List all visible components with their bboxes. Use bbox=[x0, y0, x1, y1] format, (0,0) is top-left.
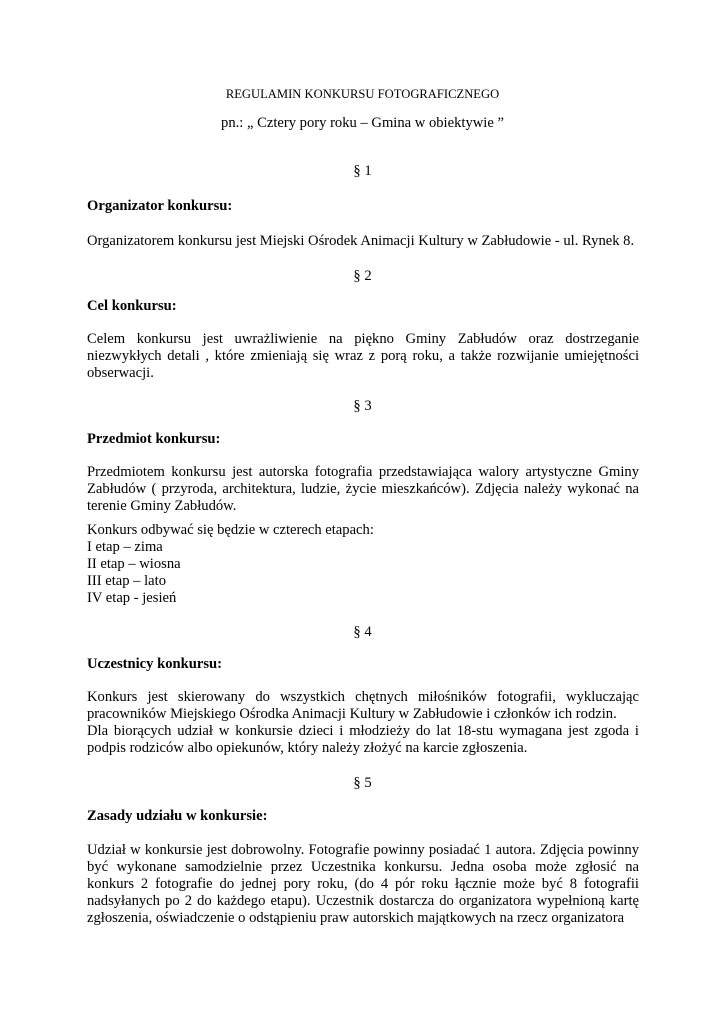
stage-item: I etap – zima bbox=[87, 539, 163, 555]
section-heading: Organizator konkursu: bbox=[87, 198, 233, 214]
paragraph-line: być wykonane samodzielnie przez Uczestnika konkursu. Jedna osoba może zgłosić na bbox=[87, 859, 639, 875]
paragraph-line: Dla biorących udział w konkursie dzieci i młodzieży do lat 18-stu wymagana jest zgoda i bbox=[87, 723, 639, 739]
paragraph-line: niezwykłych detali , które zmieniają się wraz z porą roku, a także rozwijanie umiejętności bbox=[87, 348, 639, 364]
paragraph-line: Celem konkursu jest uwrażliwienie na piękno Gminy Zabłudów oraz dostrzeganie bbox=[87, 331, 639, 347]
section-heading: Cel konkursu: bbox=[87, 298, 177, 314]
paragraph-line: podpis rodziców albo opiekunów, który należy złożyć na karcie zgłoszenia. bbox=[87, 740, 528, 756]
paragraph-line: Przedmiotem konkursu jest autorska fotografia przedstawiająca walory artystyczne Gminy bbox=[87, 464, 639, 480]
section-number: § 3 bbox=[353, 398, 372, 414]
section-heading: Przedmiot konkursu: bbox=[87, 431, 221, 447]
paragraph bbox=[87, 689, 639, 757]
paragraph bbox=[87, 331, 639, 382]
section-heading: Zasady udziału w konkursie: bbox=[87, 808, 268, 824]
paragraph-line: Konkurs jest skierowany do wszystkich chętnych miłośników fotografii, wykluczając bbox=[87, 689, 639, 705]
paragraph-line: nadsyłanych po 2 do każdego etapu). Uczestnik dostarcza do organizatora wypełnioną kartę bbox=[87, 893, 639, 909]
paragraph-line: Zabłudów ( przyroda, architektura, ludzie, życie mieszkańców). Zdjęcia należy wykonać na bbox=[87, 481, 639, 497]
paragraph-line: terenie Gminy Zabłudów. bbox=[87, 498, 237, 514]
paragraph bbox=[87, 842, 639, 927]
document-subtitle: pn.: „ Cztery pory roku – Gmina w obiektywie ” bbox=[221, 115, 504, 131]
section-number: § 5 bbox=[353, 775, 372, 791]
section-number: § 2 bbox=[353, 268, 372, 284]
document-title: REGULAMIN KONKURSU FOTOGRAFICZNEGO bbox=[225, 87, 500, 101]
section-number: § 1 bbox=[353, 163, 372, 179]
stage-item: III etap – lato bbox=[87, 573, 167, 589]
stage-item: II etap – wiosna bbox=[87, 556, 181, 572]
stage-item: IV etap - jesień bbox=[87, 590, 177, 606]
paragraph-line: zgłoszenia, oświadczenie o odstąpieniu praw autorskich majątkowych na rzecz organizatora bbox=[87, 910, 625, 926]
stages-intro: Konkurs odbywać się będzie w czterech etapach: bbox=[87, 522, 374, 538]
section-number: § 4 bbox=[353, 624, 372, 640]
paragraph-line: obserwacji. bbox=[87, 365, 154, 381]
section-heading: Uczestnicy konkursu: bbox=[87, 656, 222, 672]
paragraph bbox=[87, 464, 639, 515]
paragraph-line: konkurs 2 fotografie do jednej pory roku, (do 4 pór roku łącznie może być 8 fotografii bbox=[87, 876, 639, 892]
paragraph-line: pracowników Miejskiego Ośrodka Animacji Kultury w Zabłudowie i członków ich rodzin. bbox=[87, 706, 617, 722]
paragraph-line: Organizatorem konkursu jest Miejski Ośrodek Animacji Kultury w Zabłudowie - ul. Rynek 8. bbox=[87, 233, 635, 249]
paragraph-line: Udział w konkursie jest dobrowolny. Fotografie powinny posiadać 1 autora. Zdjęcia powinny bbox=[87, 842, 639, 858]
